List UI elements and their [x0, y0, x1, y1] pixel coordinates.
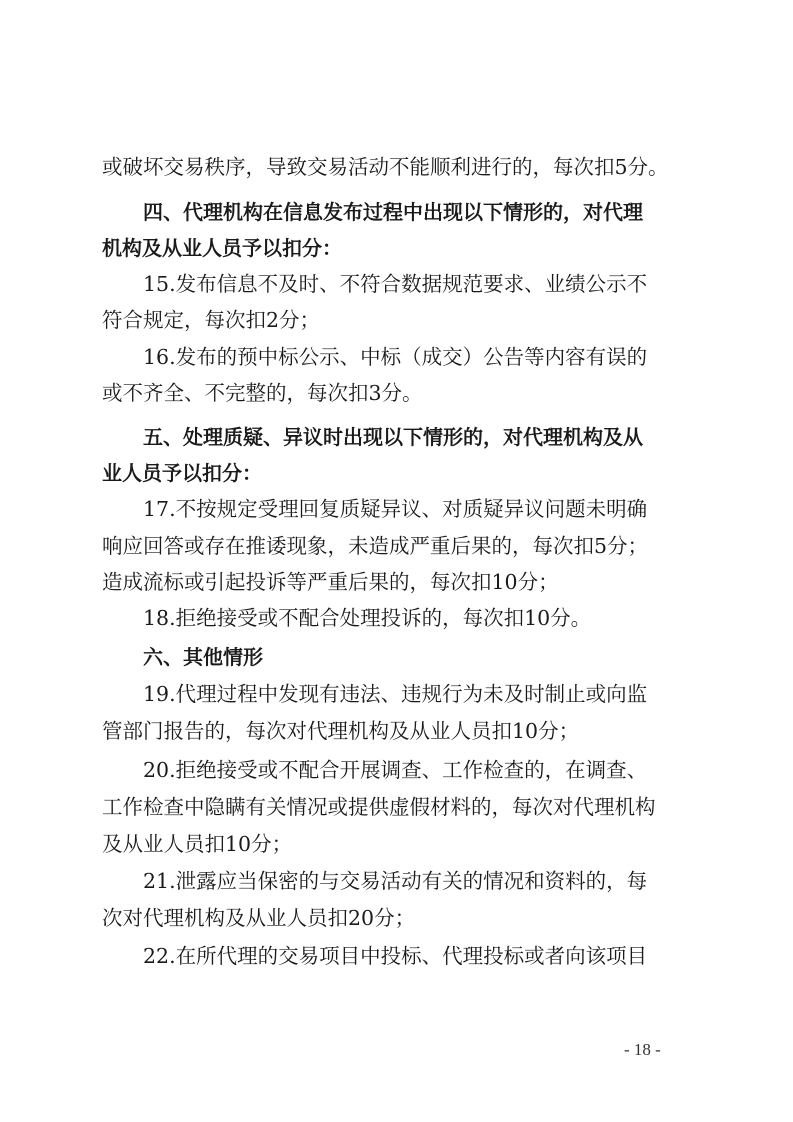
text-line	[0, 898, 793, 938]
line-text: 响应回答或存在推诿现象，未造成严重后果的，每次扣5分；	[102, 534, 649, 558]
line-text: 或不齐全、不完整的，每次扣3分。	[102, 381, 423, 405]
item-20: 20.拒绝接受或不配合开展调查、工作检查的，在调查、	[143, 758, 648, 782]
item-21: 21.泄露应当保密的与交易活动有关的情况和资料的，每	[143, 869, 648, 893]
text-line	[0, 824, 793, 864]
text-line	[0, 300, 793, 340]
section-heading-line	[0, 192, 793, 232]
text-line	[0, 787, 793, 827]
text-line	[0, 489, 793, 529]
text-line	[0, 373, 793, 413]
text-line	[0, 562, 793, 602]
section-heading-line	[0, 417, 793, 457]
item-15: 15.发布信息不及时、不符合数据规范要求、业绩公示不	[143, 272, 648, 296]
section-heading: 五、处理质疑、异议时出现以下情形的，对代理机构及从	[143, 425, 643, 449]
text-line	[0, 861, 793, 901]
line-text: 管部门报告的，每次对代理机构及从业人员扣10分；	[102, 719, 580, 743]
text-line	[0, 526, 793, 566]
text-line	[0, 750, 793, 790]
line-text: 符合规定，每次扣2分；	[102, 308, 321, 332]
line-text: 或破坏交易秩序，导致交易活动不能顺利进行的，每次扣5分。	[102, 155, 669, 179]
text-line	[0, 337, 793, 377]
section-heading-line	[0, 228, 793, 268]
line-text: 造成流标或引起投诉等严重后果的，每次扣10分；	[102, 570, 559, 594]
section-heading: 四、代理机构在信息发布过程中出现以下情形的，对代理	[143, 200, 643, 224]
section-heading: 六、其他情形	[143, 645, 263, 669]
text-line	[0, 711, 793, 751]
text-line	[0, 936, 793, 976]
section-heading-line	[0, 637, 793, 677]
text-line	[0, 147, 793, 187]
item-16: 16.发布的预中标公示、中标（成交）公告等内容有误的	[143, 345, 648, 369]
item-22: 22.在所代理的交易项目中投标、代理投标或者向该项目	[143, 944, 648, 968]
text-line	[0, 674, 793, 714]
item-18: 18.拒绝接受或不配合处理投诉的，每次扣10分。	[143, 606, 592, 630]
page-number: - 18 -	[624, 1040, 661, 1059]
section-heading-line	[0, 453, 793, 493]
line-text: 及从业人员扣10分；	[102, 832, 293, 856]
section-heading-cont: 机构及从业人员予以扣分：	[102, 236, 342, 260]
item-17: 17.不按规定受理回复质疑异议、对质疑异议问题未明确	[143, 497, 648, 521]
item-19: 19.代理过程中发现有违法、违规行为未及时制止或向监	[143, 682, 648, 706]
line-text: 次对代理机构及从业人员扣20分；	[102, 906, 416, 930]
text-line	[0, 598, 793, 638]
text-line	[0, 264, 793, 304]
section-heading-cont: 业人员予以扣分：	[102, 461, 262, 485]
line-text: 工作检查中隐瞒有关情况或提供虚假材料的，每次对代理机构	[102, 795, 656, 819]
